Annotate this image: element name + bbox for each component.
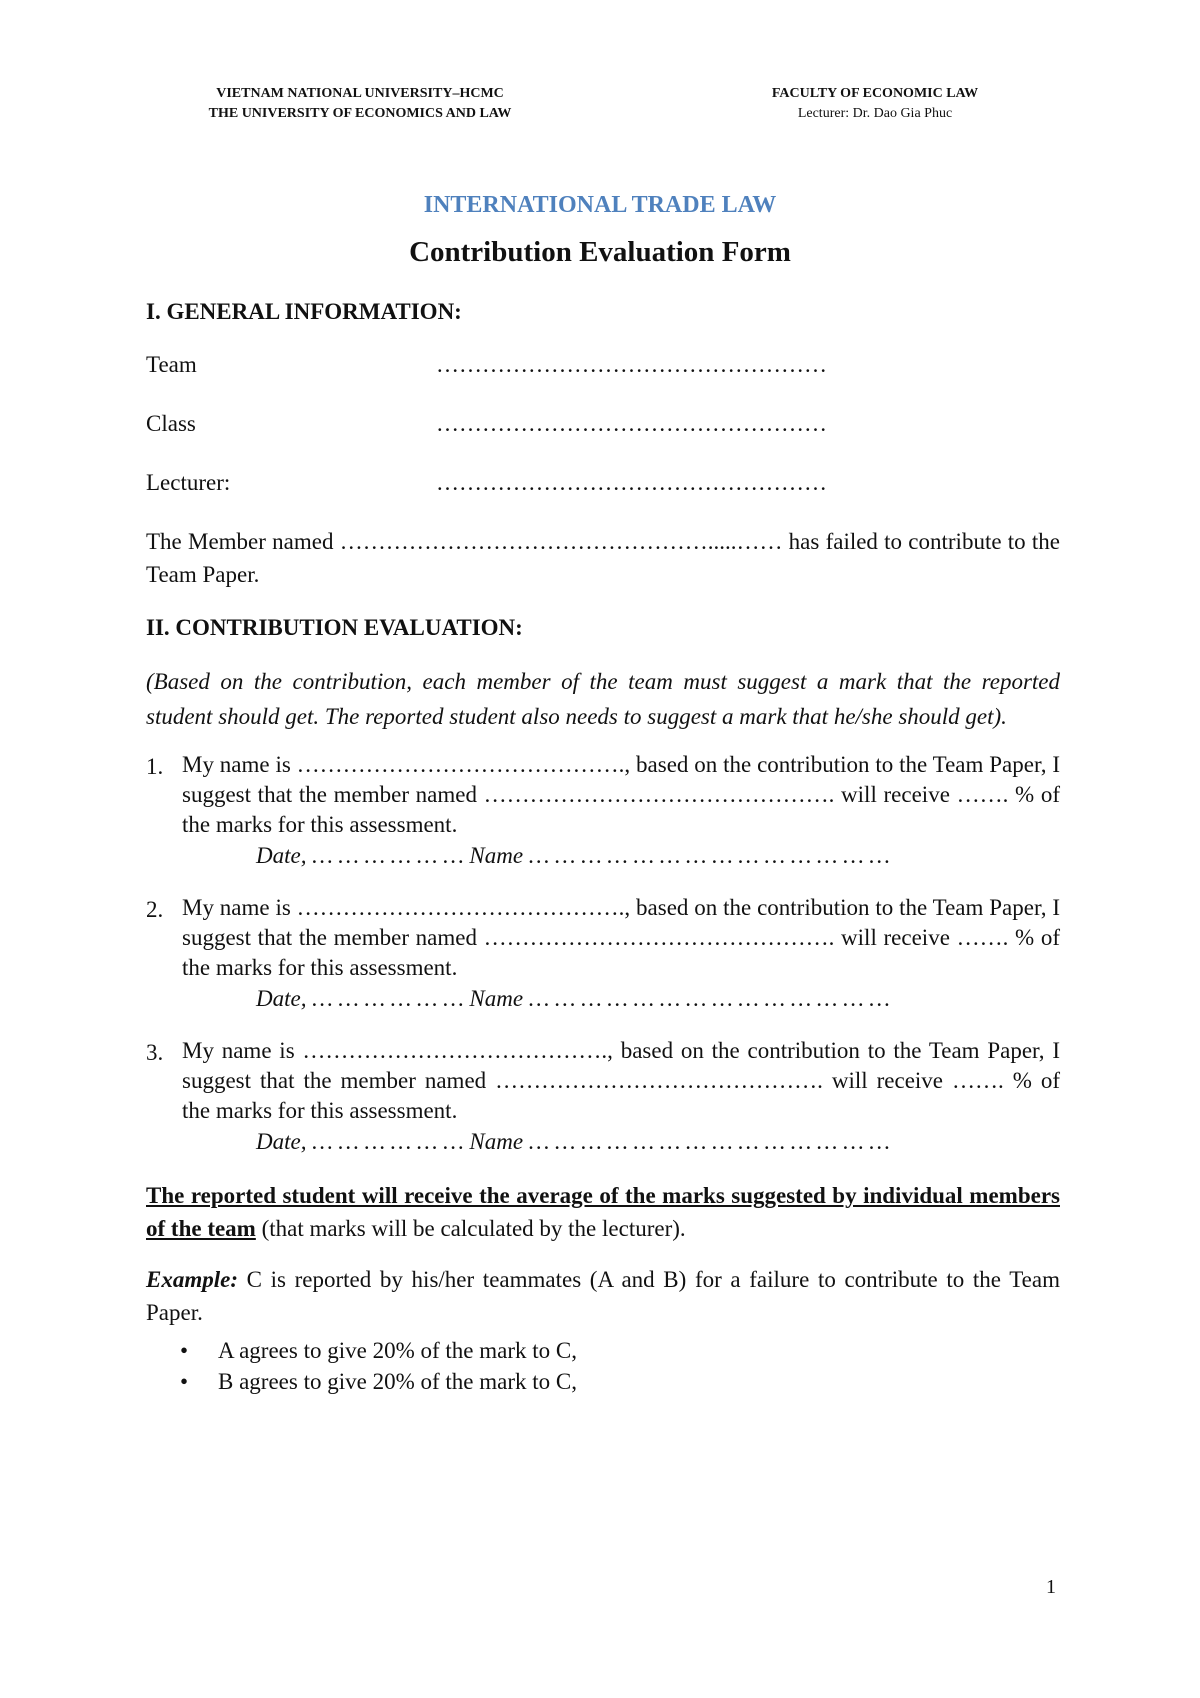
item-text: My name is ……………………………………., based on the contribution to the Team Paper, I suggest that the member named ………………………………………. will receive ……. % of the marks for this assessment.: [182, 752, 1060, 837]
list-item: [146, 893, 1060, 1014]
section-general-heading: I. GENERAL INFORMATION:: [146, 299, 462, 324]
example-bullet-text: A agrees to give 20% of the mark to C,: [218, 1338, 577, 1363]
lecturer-field: [146, 466, 1060, 525]
team-field: [146, 348, 1060, 407]
faculty-header: [690, 84, 1060, 124]
list-item: [146, 1366, 1060, 1397]
class-field: [146, 407, 1060, 466]
example-bullet-text: B agrees to give 20% of the mark to C,: [218, 1369, 577, 1394]
signature-line: Date, … … … … … … Name … … … … … … … … … … … … … …: [256, 986, 890, 1011]
course-title: INTERNATIONAL TRADE LAW: [423, 192, 777, 218]
item-number: 3.: [146, 1040, 164, 1065]
item-text: My name is …………………………………., based on the contribution to the Team Paper, I suggest that the member named ……………………………………. will receive ……. % of the marks for this assessment.: [182, 1038, 1060, 1123]
list-item: [146, 750, 1060, 871]
average-note-rest: (that marks will be calculated by the lecturer).: [255, 1216, 686, 1241]
lecturer-label: Lecturer:: [146, 470, 231, 495]
list-item: [146, 1036, 1060, 1157]
lecturer-name: Lecturer: Dr. Dao Gia Phuc: [797, 106, 953, 121]
lecturer-blank: ……………………………………………: [436, 470, 827, 495]
example-label: Example:: [146, 1267, 238, 1292]
signature-line: Date, … … … … … … Name … … … … … … … … … … … … … …: [256, 843, 890, 868]
average-note: [146, 1179, 1060, 1245]
school-name: THE UNIVERSITY OF ECONOMICS AND LAW: [208, 106, 512, 121]
item-number: 1.: [146, 754, 164, 779]
form-title: Contribution Evaluation Form: [409, 236, 791, 268]
example-paragraph: [146, 1263, 1060, 1329]
page-number: 1: [1046, 1576, 1056, 1598]
example-list: [146, 1335, 1060, 1397]
bullet-icon: •: [180, 1338, 189, 1363]
form-body: [146, 295, 1060, 1397]
list-item: [146, 1335, 1060, 1366]
bullet-icon: •: [180, 1369, 189, 1394]
member-statement: The Member named ………………………………………….....…… has failed to contribute to the Team Paper.: [146, 529, 1060, 587]
university-header: [120, 84, 600, 124]
team-label: Team: [146, 352, 197, 377]
faculty-name: FACULTY OF ECONOMIC LAW: [771, 86, 979, 101]
section-evaluation-heading: II. CONTRIBUTION EVALUATION:: [146, 615, 523, 640]
university-name: VIETNAM NATIONAL UNIVERSITY–HCMC: [216, 86, 504, 101]
evaluation-note: (Based on the contribution, each member of the team must suggest a mark that the reported student should get. The reported student also needs to suggest a mark that he/she should get).: [146, 669, 1060, 729]
signature-line: Date, … … … … … … Name … … … … … … … … … … … … … …: [256, 1129, 890, 1154]
class-blank: ……………………………………………: [436, 411, 827, 436]
evaluation-list: [146, 750, 1060, 1157]
class-label: Class: [146, 411, 196, 436]
team-blank: ……………………………………………: [436, 352, 827, 377]
item-text: My name is ……………………………………., based on the contribution to the Team Paper, I suggest that the member named ………………………………………. will receive ……. % of the marks for this assessment.: [182, 895, 1060, 980]
example-text: C is reported by his/her teammates (A and B) for a failure to contribute to the Team Paper.: [146, 1267, 1060, 1325]
item-number: 2.: [146, 897, 164, 922]
average-note-emphasis: The reported student will receive the average of the marks suggested by individual members of the team: [146, 1183, 1060, 1241]
